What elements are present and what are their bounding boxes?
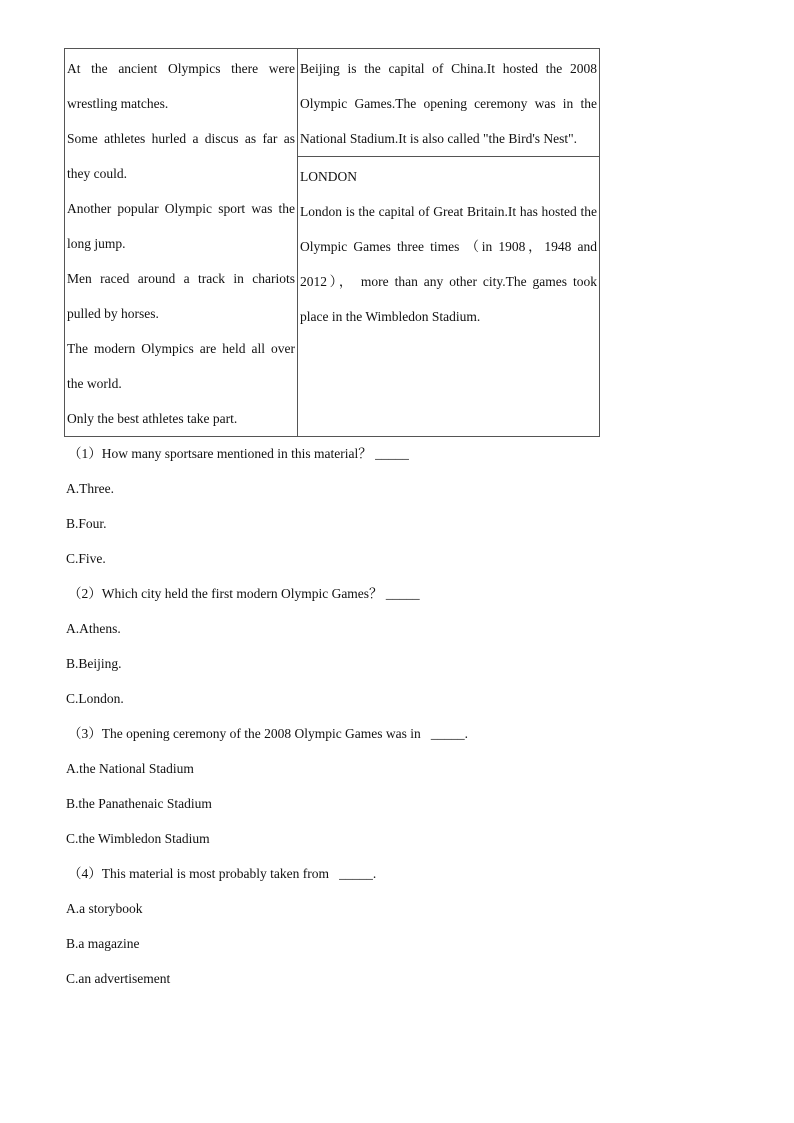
left-cell-sentence: Only the best athletes take part.	[67, 411, 238, 426]
answer-option: C.an advertisement	[66, 971, 171, 986]
answer-option: C.the Wimbledon Stadium	[66, 831, 210, 846]
left-cell-sentence: Another popular Olympic sport was the long jump.	[67, 201, 295, 251]
answer-option: C.Five.	[66, 551, 106, 566]
beijing-cell	[298, 49, 600, 157]
answer-option: C.London.	[66, 691, 124, 706]
ancient-olympics-cell	[65, 49, 298, 437]
london-cell	[298, 157, 600, 437]
left-cell-sentence: At the ancient Olympics there were wrestling matches.	[67, 61, 295, 111]
answer-option: B.Beijing.	[66, 656, 122, 671]
answer-option: B.the Panathenaic Stadium	[66, 796, 212, 811]
answer-option: A.the National Stadium	[66, 761, 194, 776]
beijing-text: Beijing is the capital of China.It hosted the 2008 Olympic Games.The opening ceremony was in the National Stadium.It is also called "the Bird's Nest".	[300, 61, 597, 146]
answer-option: A.a storybook	[66, 901, 143, 916]
london-heading: LONDON	[300, 169, 357, 185]
left-cell-sentence: The modern Olympics are held all over the world.	[67, 341, 295, 391]
question-prompt: （1）How many sportsare mentioned in this material？ _____	[68, 446, 409, 461]
reading-material-table	[64, 48, 600, 437]
answer-option: B.Four.	[66, 516, 107, 531]
answer-option: A.Three.	[66, 481, 114, 496]
left-cell-sentence: Men raced around a track in chariots pulled by horses.	[67, 271, 295, 321]
questions-section	[66, 436, 626, 996]
left-cell-sentence: Some athletes hurled a discus as far as they could.	[67, 131, 295, 181]
question-prompt: （4）This material is most probably taken from _____.	[68, 866, 377, 881]
question-prompt: （3）The opening ceremony of the 2008 Olympic Games was in _____.	[68, 726, 469, 741]
answer-option: B.a magazine	[66, 936, 140, 951]
answer-option: A.Athens.	[66, 621, 121, 636]
london-text: London is the capital of Great Britain.It has hosted the Olympic Games three times （in 1908，1948 and 2012）， more than any other city.The games took place in the Wimbledon Stadium.	[300, 204, 597, 325]
question-prompt: （2）Which city held the first modern Olympic Games？ _____	[68, 586, 420, 601]
